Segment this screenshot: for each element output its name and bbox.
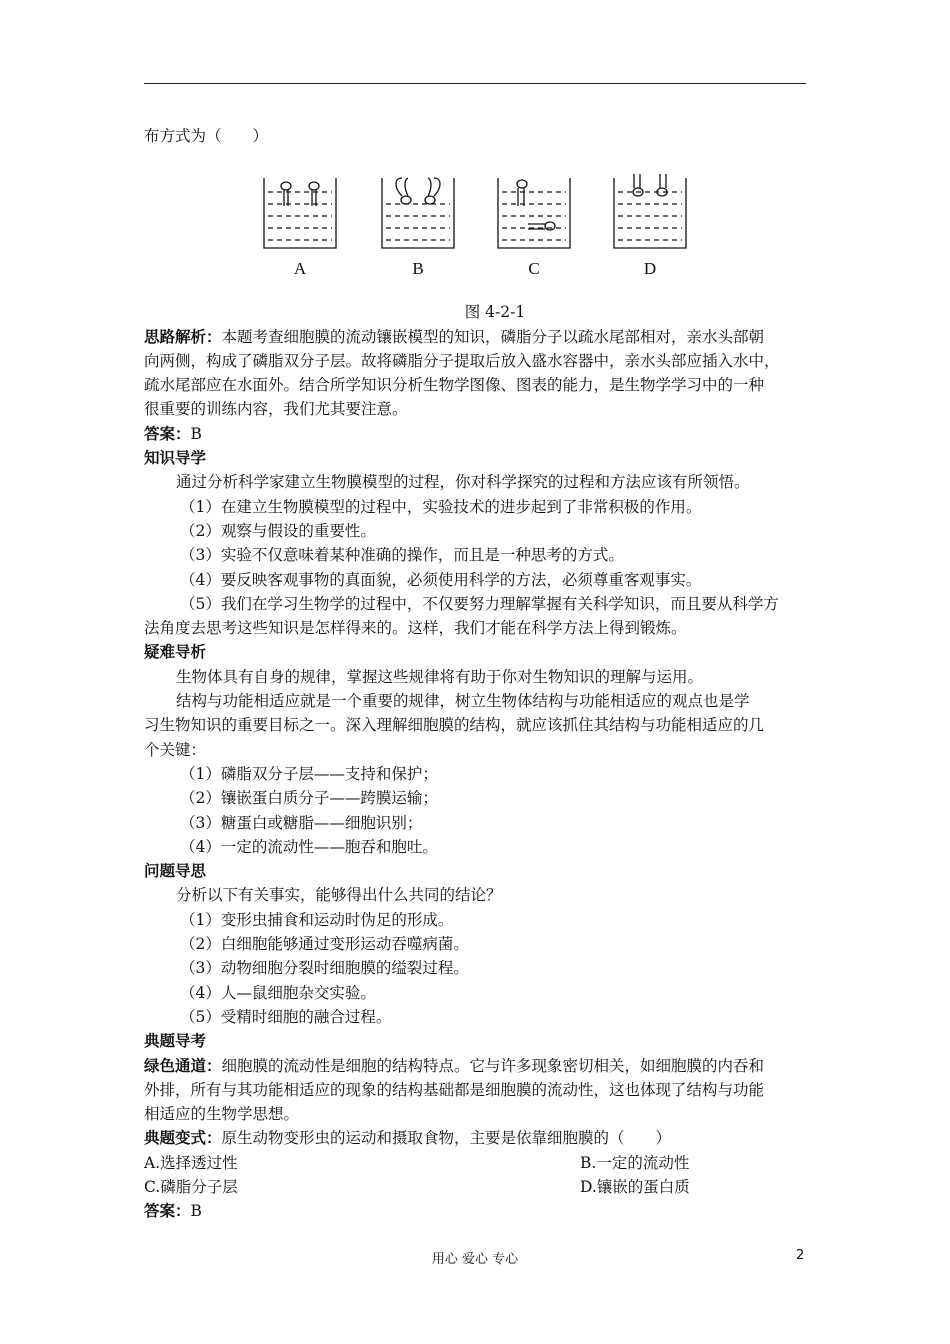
option-d: D.镶嵌的蛋白质 (580, 1177, 690, 1196)
knowledge-item-5b: 法角度去思考这些知识是怎样得来的。这样，我们才能在科学方法上得到锻炼。 (144, 619, 687, 638)
variant-label: 典题变式： (144, 1128, 222, 1148)
beaker-c (498, 178, 570, 248)
answer-2: 答案：B (144, 1201, 202, 1221)
header-rule (144, 83, 806, 84)
analysis-line-3: 疏水尾部应在水面外。结合所学知识分析生物学图像、图表的能力，是生物学学习中的一种 (144, 376, 765, 395)
label-a: A (293, 259, 307, 279)
questions-heading: 问题导思 (144, 861, 207, 881)
difficulty-item-2: （2）镶嵌蛋白质分子——跨膜运输； (180, 789, 438, 808)
questions-item-3: （3）动物细胞分裂时细胞膜的缢裂过程。 (180, 959, 469, 978)
questions-item-1: （1）变形虫捕食和运动时伪足的形成。 (180, 910, 454, 929)
answer-1: 答案：B (144, 423, 202, 443)
difficulty-p2-line2: 习生物知识的重要目标之一。深入理解细胞膜的结构，就应该抓住其结构与功能相适应的几 (144, 716, 765, 735)
options-row-2 (144, 1175, 806, 1199)
option-a: A.选择透过性 (144, 1153, 238, 1172)
green-line-3: 相适应的生物学思想。 (144, 1105, 300, 1124)
options-row-1 (144, 1151, 806, 1175)
beaker-d (614, 174, 686, 248)
questions-item-5: （5）受精时细胞的融合过程。 (180, 1007, 392, 1026)
figure-caption: 图 4-2-1 (464, 303, 526, 322)
questions-item-4: （4）人—鼠细胞杂交实验。 (180, 983, 376, 1002)
footer-text: 用心 爱心 专心 (431, 1252, 519, 1267)
beaker-diagram (144, 148, 806, 300)
analysis-line-1: 思路解析：本题考查细胞膜的流动镶嵌模型的知识，磷脂分子以疏水尾部相对，亲水头部朝 (144, 326, 765, 346)
green-label: 绿色通道： (144, 1055, 222, 1075)
knowledge-item-2: （2）观察与假设的重要性。 (180, 521, 376, 540)
label-c: C (528, 259, 540, 279)
label-b: B (412, 259, 424, 279)
difficulty-p1: 生物体具有自身的规律，掌握这些规律将有助于你对生物知识的理解与运用。 (176, 667, 704, 686)
analysis-label: 思路解析： (144, 326, 222, 346)
label-d: D (643, 259, 657, 279)
green-line-2: 外排，所有与其功能相适应的现象的结构基础都是细胞膜的流动性，这也体现了结构与功能 (144, 1080, 765, 1099)
difficulty-p2-line1: 结构与功能相适应就是一个重要的规律，树立生物体结构与功能相适应的观点也是学 (176, 692, 750, 711)
analysis-line-4: 很重要的训练内容，我们尤其要注意。 (144, 400, 408, 419)
knowledge-item-3: （3）实验不仅意味着某种准确的操作，而且是一种思考的方式。 (180, 546, 624, 565)
option-b: B.一定的流动性 (580, 1153, 690, 1172)
intro-line: 布方式为（ ） (144, 127, 269, 145)
beaker-b (382, 178, 454, 248)
knowledge-item-4: （4）要反映客观事物的真面貌，必须使用科学的方法，必须尊重客观事实。 (180, 570, 702, 589)
difficulty-p2-line3: 个关键： (144, 740, 207, 759)
difficulty-item-3: （3）糖蛋白或糖脂——细胞识别； (180, 813, 423, 832)
figure-4-2-1 (144, 148, 806, 300)
difficulty-item-1: （1）磷脂双分子层——支持和保护； (180, 764, 438, 783)
typical-heading: 典题导考 (144, 1031, 207, 1051)
page-number: 2 (796, 1248, 805, 1263)
beaker-a (264, 178, 336, 248)
questions-intro: 分析以下有关事实，能够得出什么共同的结论？ (176, 886, 502, 905)
page-content (144, 124, 806, 1224)
green-line-1: 绿色通道：细胞膜的流动性是细胞的结构特点。它与许多现象密切相关，如细胞膜的内吞和 (144, 1055, 765, 1075)
variant-question: 典题变式：原生动物变形虫的运动和摄取食物，主要是依靠细胞膜的（ ） (144, 1128, 672, 1148)
questions-item-2: （2）白细胞能够通过变形运动吞噬病菌。 (180, 935, 469, 954)
knowledge-heading: 知识导学 (144, 448, 207, 468)
analysis-line-2: 向两侧，构成了磷脂双分子层。故将磷脂分子提取后放入盛水容器中，亲水头部应插入水中， (144, 351, 780, 370)
knowledge-item-1: （1）在建立生物膜模型的过程中，实验技术的进步起到了非常积极的作用。 (180, 497, 702, 516)
knowledge-item-5a: （5）我们在学习生物学的过程中，不仅要努力理解掌握有关科学知识，而且要从科学方 (180, 594, 779, 613)
difficulty-item-4: （4）一定的流动性——胞吞和胞吐。 (180, 837, 438, 856)
option-c: C.磷脂分子层 (144, 1177, 238, 1196)
difficulty-heading: 疑难导析 (144, 642, 207, 662)
knowledge-intro: 通过分析科学家建立生物膜模型的过程，你对科学探究的过程和方法应该有所领悟。 (176, 473, 750, 492)
